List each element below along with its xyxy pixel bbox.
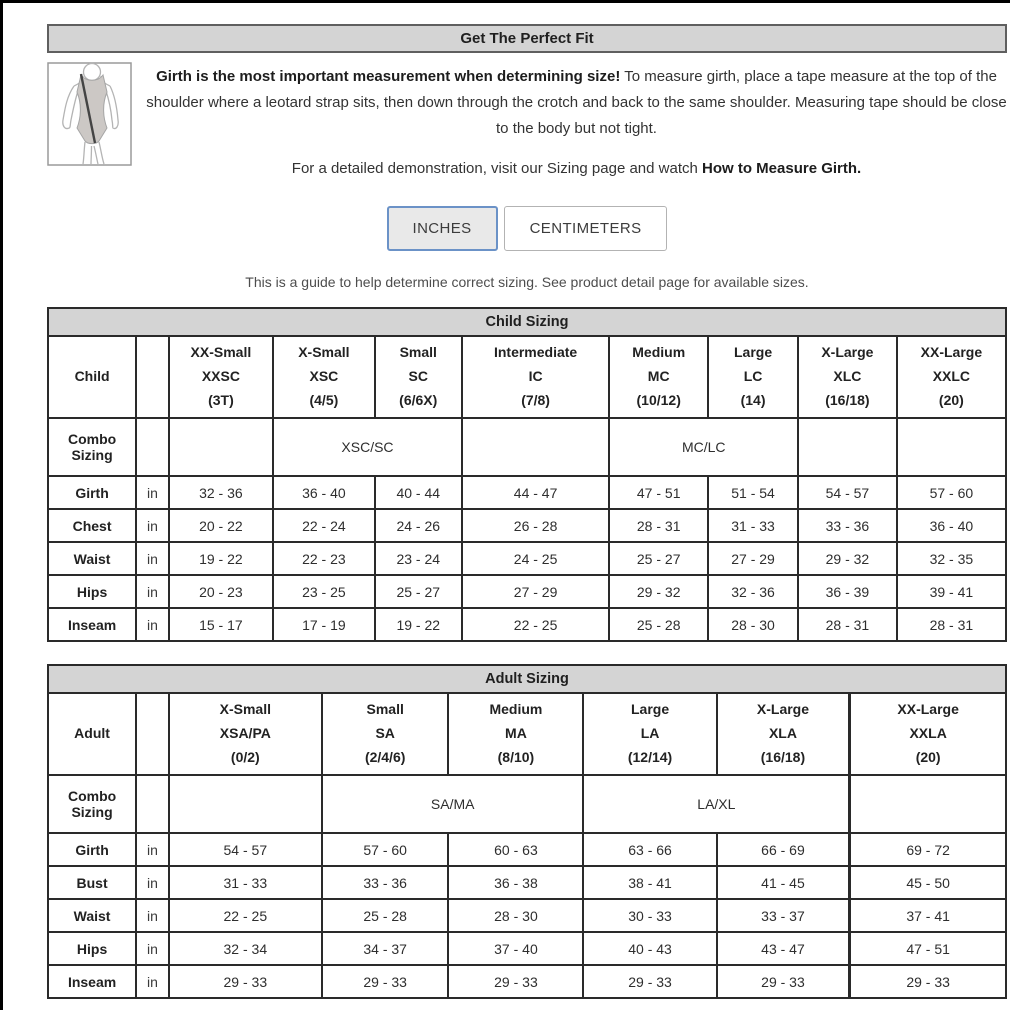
size-range-cell: 41 - 45 (717, 866, 850, 899)
size-column-header-line: (6/6X) (399, 391, 438, 408)
measurement-label: Bust (48, 866, 136, 899)
measurement-row (48, 542, 1006, 575)
size-column-header (375, 336, 462, 418)
size-range-cell: 44 - 47 (462, 476, 610, 509)
measurement-row (48, 476, 1006, 509)
size-column-header-line: Small (399, 344, 437, 361)
unit-cell: in (136, 575, 169, 608)
size-range-cell: 27 - 29 (462, 575, 610, 608)
size-range-cell: 19 - 22 (169, 542, 273, 575)
size-column-header-line: Large (630, 701, 670, 718)
unit-cell: in (136, 476, 169, 509)
combo-cell: SA/MA (322, 775, 584, 833)
size-range-cell: 29 - 33 (169, 965, 322, 998)
size-range-cell: 23 - 24 (375, 542, 462, 575)
size-column-header-line: XX-Large (920, 344, 983, 361)
size-range-cell: 57 - 60 (897, 476, 1006, 509)
size-range-cell: 28 - 30 (708, 608, 798, 641)
size-range-cell: 30 - 33 (583, 899, 716, 932)
size-range-cell: 20 - 22 (169, 509, 273, 542)
guide-note: This is a guide to help determine correct sizing. See product detail page for available sizes. (245, 274, 809, 290)
size-range-cell: 66 - 69 (717, 833, 850, 866)
size-column-header-line: (0/2) (230, 748, 260, 765)
size-column-header (708, 336, 798, 418)
size-range-cell: 28 - 31 (609, 509, 708, 542)
size-column-header-line: XSA/PA (219, 725, 271, 742)
size-range-cell: 29 - 32 (609, 575, 708, 608)
size-column-header-line: Medium (489, 701, 543, 718)
size-column-header (717, 693, 850, 775)
measurement-row (48, 608, 1006, 641)
size-column-header-line: X-Small (298, 344, 350, 361)
combo-cell (169, 775, 322, 833)
size-range-cell: 33 - 37 (717, 899, 850, 932)
size-column-header-line: XX-Large (897, 701, 959, 718)
size-range-cell: 32 - 36 (708, 575, 798, 608)
table-corner-label: Adult (48, 693, 136, 775)
measurement-row (48, 899, 1006, 932)
size-column-header (169, 336, 273, 418)
size-column-header-line: (20) (938, 391, 964, 408)
measurement-row (48, 932, 1006, 965)
size-range-cell: 23 - 25 (273, 575, 375, 608)
combo-cell (850, 775, 1006, 833)
intro-section (47, 62, 1007, 182)
size-column-header-line: (10/12) (636, 391, 681, 408)
size-range-cell: 20 - 23 (169, 575, 273, 608)
unit-cell: in (136, 509, 169, 542)
size-range-cell: 33 - 36 (798, 509, 897, 542)
size-range-cell: 29 - 33 (850, 965, 1006, 998)
size-column-header (583, 693, 716, 775)
measurement-label: Inseam (48, 608, 136, 641)
girth-instructions-bold: Girth is the most important measurement when determining size! (156, 68, 621, 85)
unit-cell: in (136, 608, 169, 641)
size-range-cell: 25 - 28 (609, 608, 708, 641)
size-column-header-line: MA (505, 725, 527, 742)
size-column-header (798, 336, 897, 418)
size-column-header-line: LC (743, 368, 763, 385)
size-range-cell: 26 - 28 (462, 509, 610, 542)
size-range-cell: 57 - 60 (322, 833, 448, 866)
size-range-cell: 22 - 23 (273, 542, 375, 575)
size-range-cell: 40 - 44 (375, 476, 462, 509)
size-column-header-line: XX-Small (190, 344, 252, 361)
size-range-cell: 22 - 25 (462, 608, 610, 641)
measurement-label: Girth (48, 833, 136, 866)
measurement-row (48, 575, 1006, 608)
measurement-label: Waist (48, 899, 136, 932)
leotard-girth-illustration (47, 62, 132, 166)
measurement-label: Hips (48, 575, 136, 608)
unit-toggle (47, 206, 1007, 251)
size-range-cell: 37 - 41 (850, 899, 1006, 932)
size-range-cell: 36 - 38 (448, 866, 583, 899)
size-range-cell: 47 - 51 (850, 932, 1006, 965)
girth-instructions (146, 64, 1007, 142)
inches-button[interactable]: INCHES (387, 206, 498, 251)
combo-cell (798, 418, 897, 476)
size-range-cell: 43 - 47 (717, 932, 850, 965)
size-range-cell: 63 - 66 (583, 833, 716, 866)
size-range-cell: 34 - 37 (322, 932, 448, 965)
size-column-header (609, 336, 708, 418)
size-range-cell: 40 - 43 (583, 932, 716, 965)
measurement-label: Girth (48, 476, 136, 509)
size-range-cell: 29 - 33 (583, 965, 716, 998)
size-column-header-line: (12/14) (627, 748, 673, 765)
size-range-cell: 25 - 27 (609, 542, 708, 575)
measurement-row (48, 866, 1006, 899)
leotard-diagram-icon (47, 62, 132, 166)
size-column-header-line: IC (528, 368, 543, 385)
combo-cell (897, 418, 1006, 476)
child-sizing-table (47, 307, 1007, 642)
size-range-cell: 22 - 25 (169, 899, 322, 932)
size-column-header-line: (7/8) (521, 391, 550, 408)
size-column-header (273, 336, 375, 418)
unit-column-header (136, 336, 169, 418)
size-range-cell: 15 - 17 (169, 608, 273, 641)
table-corner-label: Child (48, 336, 136, 418)
measurement-label: Inseam (48, 965, 136, 998)
unit-cell: in (136, 899, 169, 932)
size-column-header (897, 336, 1006, 418)
size-range-cell: 28 - 30 (448, 899, 583, 932)
measurement-label: Waist (48, 542, 136, 575)
size-column-header-line: (4/5) (309, 391, 339, 408)
size-column-header-line: SA (375, 725, 395, 742)
size-range-cell: 28 - 31 (798, 608, 897, 641)
size-range-cell: 31 - 33 (169, 866, 322, 899)
combo-cell (169, 418, 273, 476)
unit-cell: in (136, 965, 169, 998)
combo-cell: XSC/SC (273, 418, 462, 476)
combo-sizing-label: Combo Sizing (48, 418, 136, 476)
girth-instructions-rest: To measure girth, place a tape measure at the top of the shoulder where a leotard strap sits, then down through the crotch and back to the same shoulder. Measuring tape should be close to the body but not tight. (146, 68, 1007, 137)
adult-sizing-table (47, 664, 1007, 999)
size-range-cell: 29 - 33 (448, 965, 583, 998)
size-range-cell: 31 - 33 (708, 509, 798, 542)
size-range-cell: 36 - 40 (273, 476, 375, 509)
size-column-header-line: XSC (309, 368, 339, 385)
size-column-header-line: (2/4/6) (364, 748, 406, 765)
size-range-cell: 25 - 27 (375, 575, 462, 608)
size-range-cell: 19 - 22 (375, 608, 462, 641)
measurement-label: Chest (48, 509, 136, 542)
size-range-cell: 17 - 19 (273, 608, 375, 641)
measurement-row (48, 965, 1006, 998)
size-column-header (462, 336, 610, 418)
combo-cell (462, 418, 610, 476)
size-range-cell: 54 - 57 (169, 833, 322, 866)
adult-sizing-title: Adult Sizing (48, 665, 1006, 693)
page-title: Get The Perfect Fit (47, 24, 1007, 53)
size-column-header-line: (20) (915, 748, 941, 765)
centimeters-button[interactable]: CENTIMETERS (504, 206, 668, 251)
size-range-cell: 27 - 29 (708, 542, 798, 575)
size-range-cell: 29 - 33 (322, 965, 448, 998)
size-range-cell: 29 - 33 (717, 965, 850, 998)
size-range-cell: 25 - 28 (322, 899, 448, 932)
size-range-cell: 45 - 50 (850, 866, 1006, 899)
size-column-header (850, 693, 1006, 775)
unit-cell: in (136, 932, 169, 965)
size-range-cell: 32 - 34 (169, 932, 322, 965)
combo-cell: LA/XL (583, 775, 849, 833)
size-column-header-line: LA (640, 725, 660, 742)
size-range-cell: 69 - 72 (850, 833, 1006, 866)
size-column-header-line: Intermediate (493, 344, 578, 361)
size-column-header-line: Large (733, 344, 773, 361)
unit-cell: in (136, 542, 169, 575)
size-column-header (169, 693, 322, 775)
size-range-cell: 33 - 36 (322, 866, 448, 899)
size-range-cell: 37 - 40 (448, 932, 583, 965)
size-column-header-line: XLA (768, 725, 797, 742)
size-range-cell: 51 - 54 (708, 476, 798, 509)
size-range-cell: 36 - 40 (897, 509, 1006, 542)
size-column-header-line: (8/10) (497, 748, 535, 765)
size-range-cell: 38 - 41 (583, 866, 716, 899)
size-column-header-line: XXLC (932, 368, 971, 385)
size-range-cell: 47 - 51 (609, 476, 708, 509)
combo-sizing-label: Combo Sizing (48, 775, 136, 833)
size-column-header-line: X-Small (219, 701, 271, 718)
size-column-header-line: (16/18) (825, 391, 870, 408)
unit-column-header (136, 693, 169, 775)
size-range-cell: 32 - 36 (169, 476, 273, 509)
combo-unit-cell (136, 775, 169, 833)
size-range-cell: 60 - 63 (448, 833, 583, 866)
size-range-cell: 39 - 41 (897, 575, 1006, 608)
size-column-header-line: Medium (632, 344, 686, 361)
size-column-header-line: X-Large (756, 701, 810, 718)
measurement-row (48, 833, 1006, 866)
size-column-header-line: (16/18) (760, 748, 806, 765)
demo-note-bold: How to Measure Girth. (702, 160, 862, 177)
intro-text-block (132, 62, 1007, 182)
size-range-cell: 28 - 31 (897, 608, 1006, 641)
size-range-cell: 24 - 26 (375, 509, 462, 542)
size-column-header-line: (14) (740, 391, 766, 408)
size-column-header-line: MC (647, 368, 670, 385)
demo-note-text: For a detailed demonstration, visit our Sizing page and watch (291, 160, 703, 177)
size-column-header-line: Small (366, 701, 404, 718)
size-column-header-line: XXSC (201, 368, 240, 385)
unit-cell: in (136, 833, 169, 866)
size-column-header-line: XXLA (909, 725, 947, 742)
size-range-cell: 24 - 25 (462, 542, 610, 575)
size-column-header (448, 693, 583, 775)
size-range-cell: 29 - 32 (798, 542, 897, 575)
combo-unit-cell (136, 418, 169, 476)
size-column-header (322, 693, 448, 775)
size-range-cell: 22 - 24 (273, 509, 375, 542)
combo-cell: MC/LC (609, 418, 798, 476)
size-column-header-line: XLC (833, 368, 862, 385)
child-sizing-title: Child Sizing (48, 308, 1006, 336)
unit-cell: in (136, 866, 169, 899)
size-column-header-line: (3T) (208, 391, 234, 408)
measurement-row (48, 509, 1006, 542)
demo-note (146, 156, 1007, 182)
sizing-page (3, 3, 1010, 999)
measurement-label: Hips (48, 932, 136, 965)
size-column-header-line: SC (408, 368, 428, 385)
size-range-cell: 36 - 39 (798, 575, 897, 608)
size-column-header-line: X-Large (821, 344, 874, 361)
size-range-cell: 54 - 57 (798, 476, 897, 509)
size-range-cell: 32 - 35 (897, 542, 1006, 575)
